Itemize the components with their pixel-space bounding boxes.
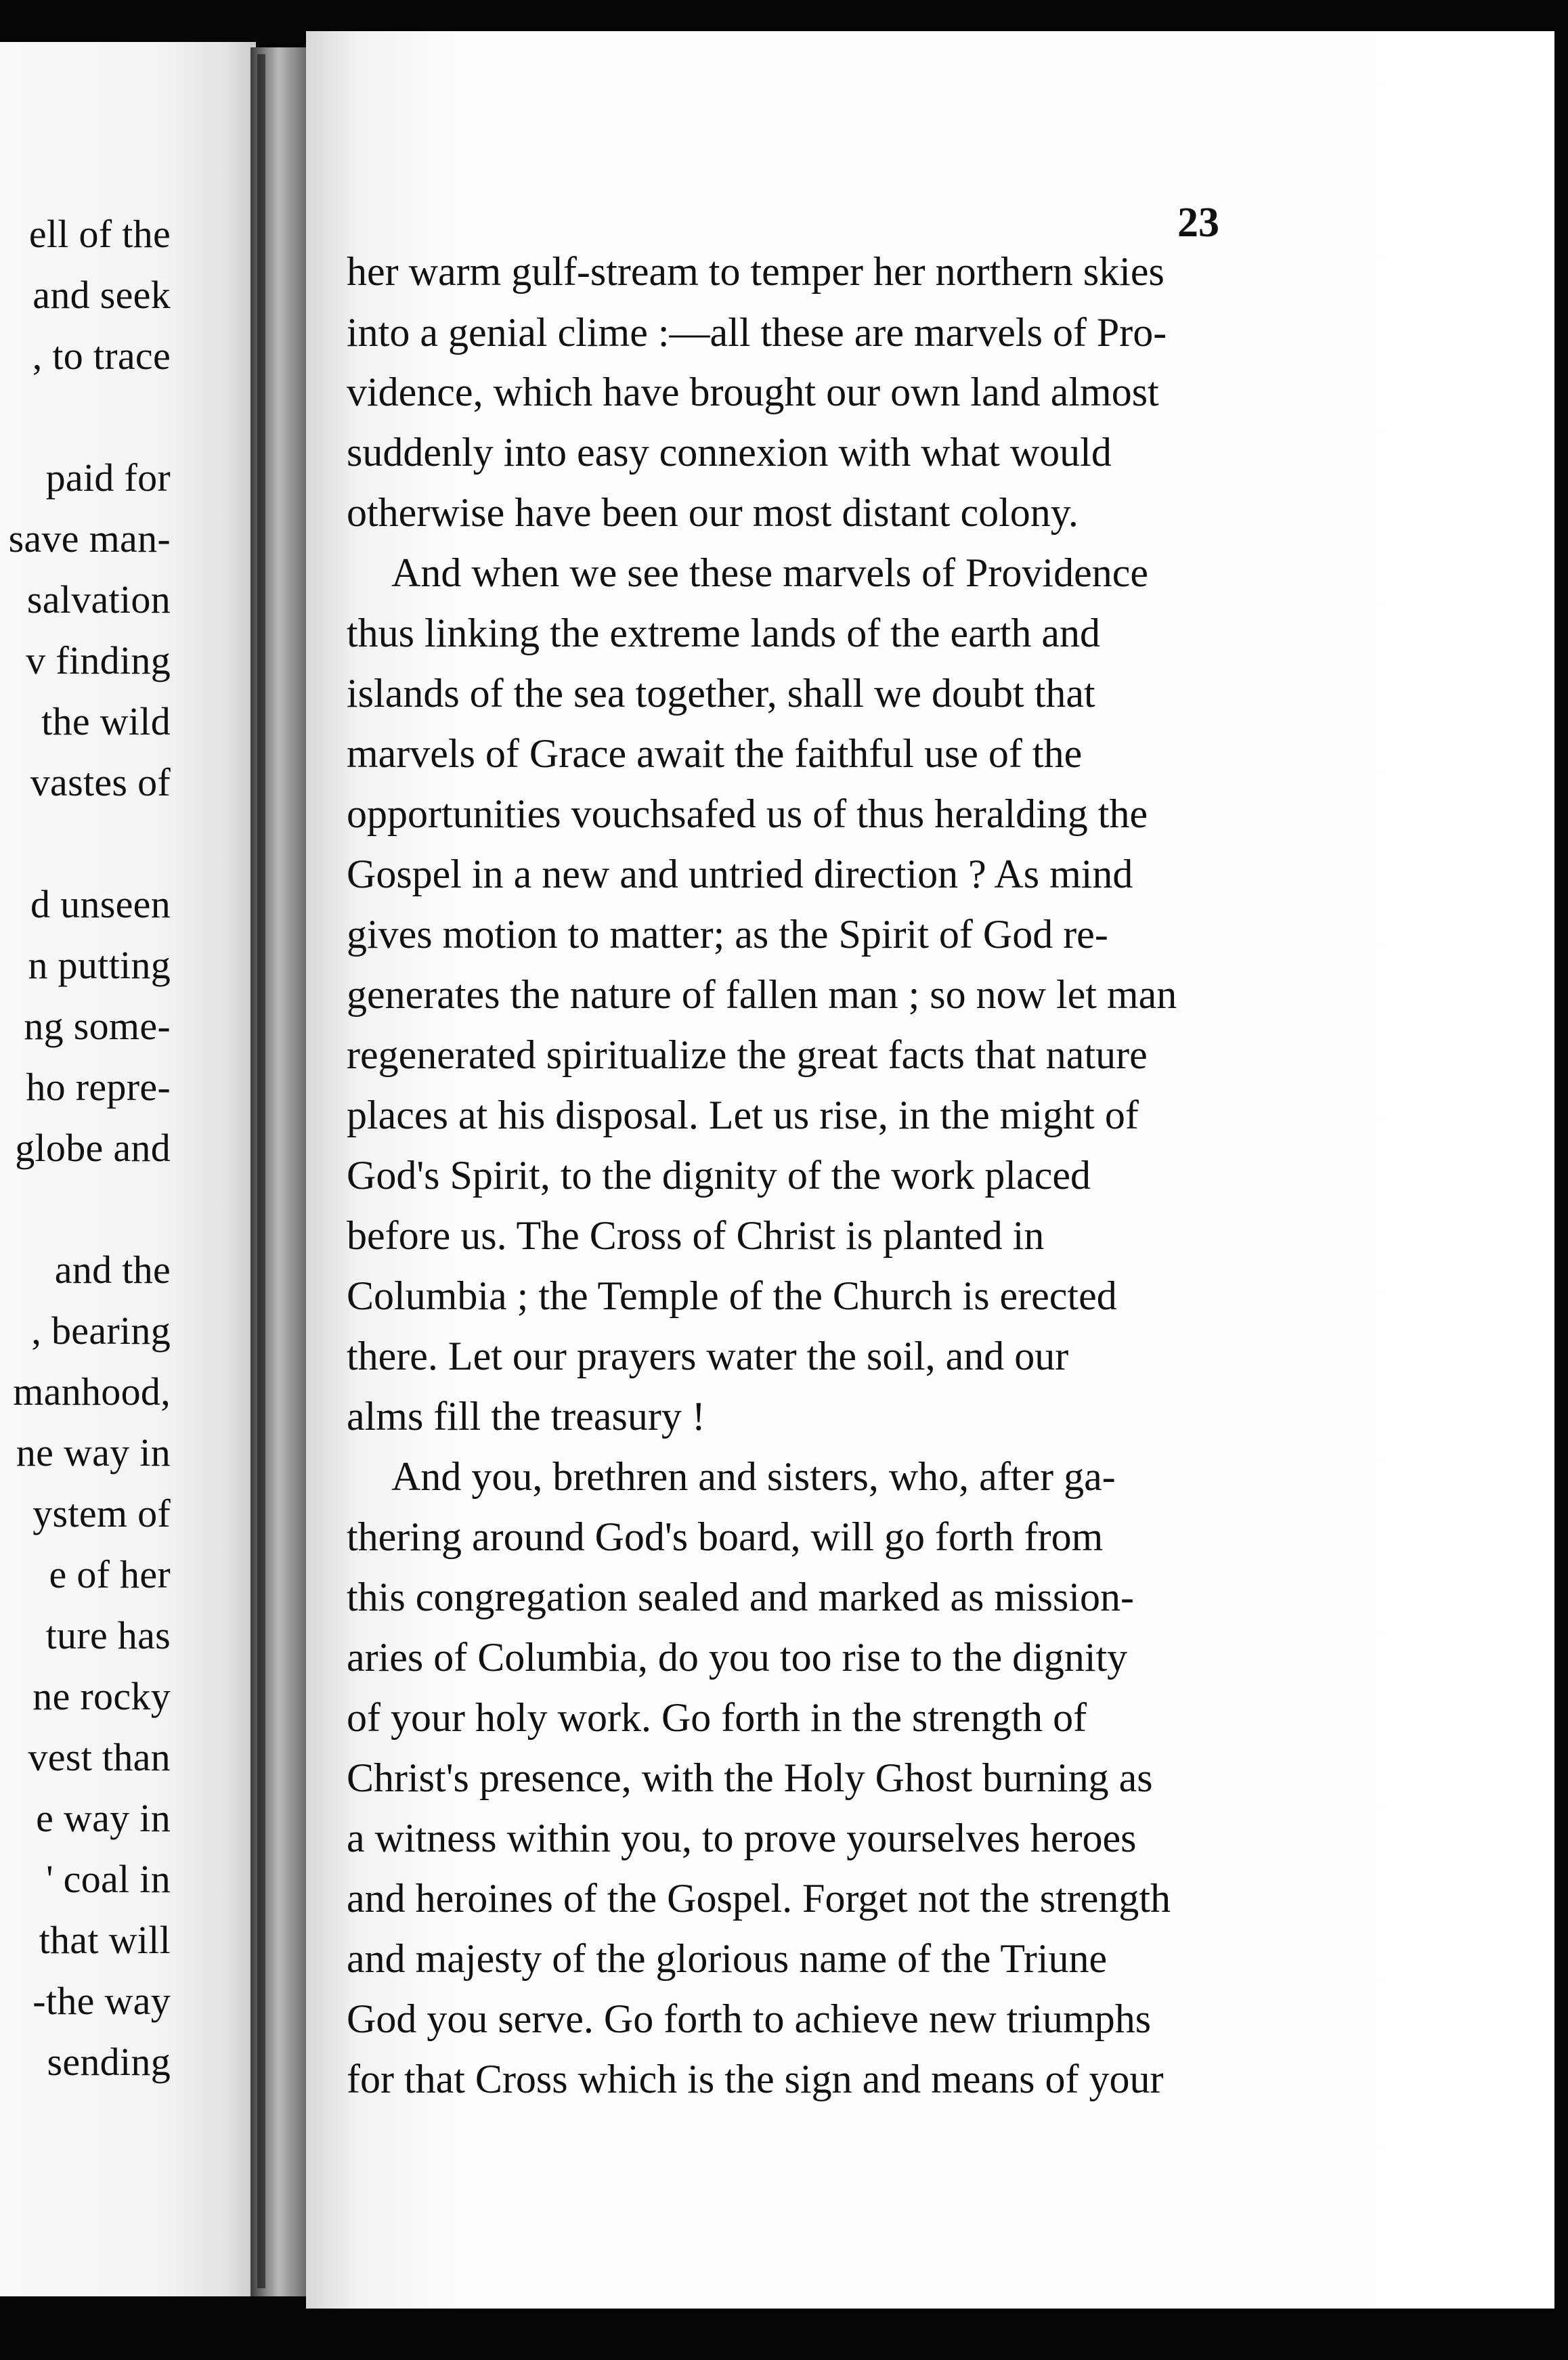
body-text-line: and heroines of the Gospel. Forget not the strength	[347, 1876, 1171, 1921]
body-text-line: her warm gulf-stream to temper her northern skies	[347, 249, 1164, 294]
left-page-line: vastes of	[30, 760, 171, 804]
left-page-line: e way in	[36, 1796, 171, 1840]
page-number: 23	[1177, 200, 1219, 246]
body-text-line: into a genial clime :—all these are marvels of Pro-	[347, 310, 1167, 355]
body-text-line: a witness within you, to prove yourselves heroes	[347, 1816, 1137, 1860]
body-text-line: Columbia ; the Temple of the Church is erected	[347, 1273, 1117, 1318]
left-page-line: , bearing	[31, 1309, 171, 1353]
left-page-line: d unseen	[30, 882, 171, 926]
left-page-line: and the	[54, 1248, 171, 1292]
left-page-line: n putting	[28, 943, 171, 987]
left-page-line: ture has	[45, 1613, 171, 1657]
body-text-line: suddenly into easy connexion with what would	[347, 430, 1112, 475]
body-text-line: for that Cross which is the sign and means of your	[347, 2057, 1164, 2101]
left-page-line: salvation	[26, 577, 171, 621]
body-text-line: alms fill the treasury !	[347, 1394, 705, 1439]
left-page-line: ng some-	[24, 1004, 171, 1048]
body-text-line: And when we see these marvels of Providence	[391, 550, 1148, 595]
left-page-line: , to trace	[32, 334, 171, 378]
left-page-line: manhood,	[13, 1370, 171, 1414]
left-page-line: that will	[39, 1918, 171, 1962]
left-page-line: ne way in	[16, 1430, 171, 1474]
body-text-line: before us. The Cross of Christ is planted in	[347, 1213, 1045, 1258]
left-page-text	[0, 42, 256, 2296]
left-page-line: ' coal in	[46, 1857, 171, 1901]
body-text-line: thering around God's board, will go forth from	[347, 1514, 1104, 1559]
body-text-line: aries of Columbia, do you too rise to the dignity	[347, 1635, 1128, 1680]
left-page-line: globe and	[15, 1126, 171, 1170]
body-text-line: God you serve. Go forth to achieve new triumphs	[347, 1996, 1152, 2041]
left-page-line: ho repre-	[26, 1065, 171, 1109]
body-text-line: this congregation sealed and marked as mission-	[347, 1575, 1135, 1619]
body-text-line: And you, brethren and sisters, who, after ga-	[391, 1454, 1116, 1499]
body-text-line: of your holy work. Go forth in the strength of	[347, 1695, 1087, 1740]
left-page-line: sending	[47, 2040, 171, 2084]
body-text-line: Christ's presence, with the Holy Ghost burning as	[347, 1755, 1153, 1800]
body-text-line: islands of the sea together, shall we doubt that	[347, 671, 1095, 716]
left-page-line: v finding	[26, 638, 171, 682]
left-page-line: the wild	[41, 699, 171, 743]
body-text-line: otherwise have been our most distant colony.	[347, 490, 1079, 535]
body-text-line: gives motion to matter; as the Spirit of God re-	[347, 912, 1108, 957]
left-page	[0, 42, 256, 2296]
body-text-line: Gospel in a new and untried direction ? As mind	[347, 852, 1133, 896]
body-text-line: places at his disposal. Let us rise, in the might of	[347, 1093, 1139, 1137]
body-text-line: vidence, which have brought our own land almost	[347, 370, 1159, 414]
left-page-line: ne rocky	[32, 1674, 171, 1718]
left-page-line: paid for	[45, 456, 171, 500]
body-text-line: God's Spirit, to the dignity of the work placed	[347, 1153, 1091, 1198]
left-page-line: and seek	[32, 273, 171, 317]
left-page-line: e of her	[49, 1552, 171, 1596]
body-text-line: opportunities vouchsafed us of thus heralding the	[347, 791, 1148, 836]
left-page-line: -the way	[32, 1979, 171, 2023]
body-text-line: thus linking the extreme lands of the earth and	[347, 611, 1101, 655]
body-text-line: regenerated spiritualize the great facts that nature	[347, 1032, 1148, 1077]
body-text-line: and majesty of the glorious name of the Triune	[347, 1936, 1108, 1981]
gutter-shadow	[257, 54, 265, 2288]
left-page-line: ystem of	[32, 1491, 171, 1535]
body-text-line: there. Let our prayers water the soil, and our	[347, 1334, 1069, 1378]
body-text-line: generates the nature of fallen man ; so now let man	[347, 972, 1177, 1017]
left-page-line: ell of the	[28, 212, 171, 256]
body-text-line: marvels of Grace await the faithful use of the	[347, 731, 1083, 776]
left-page-line: vest than	[28, 1735, 171, 1779]
left-page-line: save man-	[8, 517, 171, 561]
